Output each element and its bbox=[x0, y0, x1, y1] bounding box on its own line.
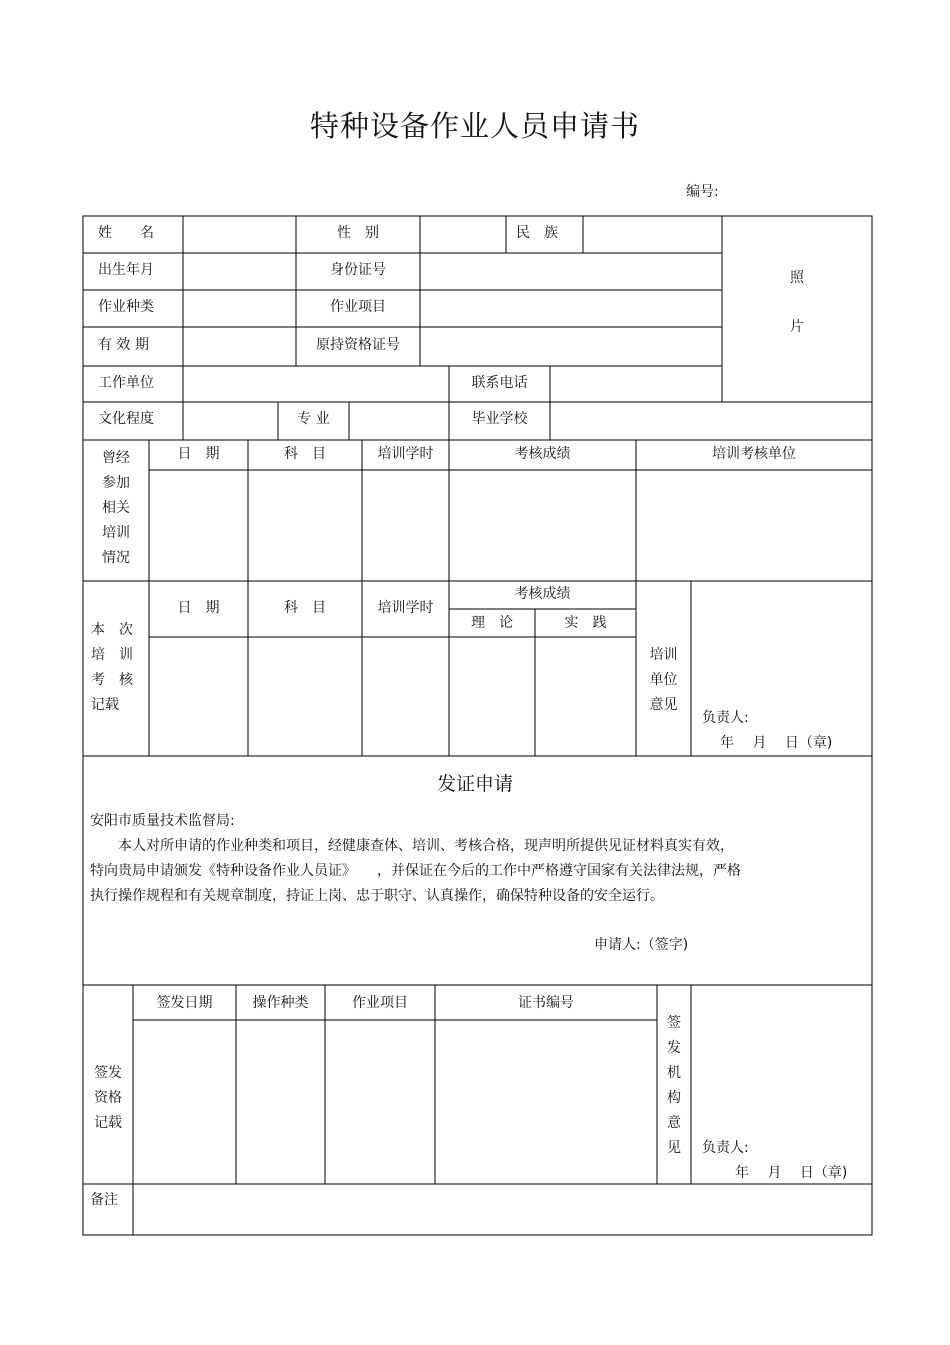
declaration-line-3: 执行操作规程和有关规章制度，持证上岗、忠于职守、认真操作，确保特种设备的安全运行。 bbox=[90, 888, 664, 904]
employer-label: 工作单位 bbox=[98, 375, 154, 391]
current-subject-header: 科 目 bbox=[284, 600, 326, 616]
education-label: 文化程度 bbox=[98, 411, 154, 427]
prior-date-header: 日 期 bbox=[177, 446, 220, 462]
remarks-label: 备注 bbox=[90, 1192, 118, 1208]
training-unit-opinion-label: 培训 单位 意见 bbox=[649, 647, 678, 713]
form-title: 特种设备作业人员申请书 bbox=[309, 109, 640, 143]
work-item-label: 作业项目 bbox=[330, 299, 386, 315]
photo-label-top: 照 bbox=[790, 270, 804, 286]
work-type-label: 作业种类 bbox=[98, 299, 154, 315]
phone-label: 联系电话 bbox=[471, 375, 528, 391]
prior-training-label: 曾经 参加 相关 培训 情况 bbox=[102, 450, 130, 566]
school-label: 毕业学校 bbox=[471, 411, 528, 427]
issuance-work-item-header: 作业项目 bbox=[352, 995, 408, 1011]
theory-header: 理 论 bbox=[471, 615, 513, 631]
agency-responsible-label: 负责人: bbox=[702, 1140, 749, 1156]
current-training-label: 本 次 培 训 考 核 记载 bbox=[91, 622, 133, 713]
prior-unit-header: 培训考核单位 bbox=[712, 446, 796, 462]
validity-label: 有 效 期 bbox=[98, 337, 149, 353]
cert-number-header: 证书编号 bbox=[518, 995, 574, 1011]
gender-label: 性 别 bbox=[337, 225, 379, 241]
addressee: 安阳市质量技术监督局: bbox=[90, 813, 235, 829]
ethnicity-label: 民 族 bbox=[516, 225, 558, 241]
operation-type-header: 操作种类 bbox=[252, 995, 309, 1011]
photo-label-bottom: 片 bbox=[790, 319, 804, 335]
birth-label: 出生年月 bbox=[98, 262, 154, 278]
issuance-record-label: 签发 资格 记载 bbox=[94, 1065, 122, 1131]
applicant-signature: 申请人:（签字) bbox=[594, 937, 689, 953]
agency-date-seal: 年 月 日（章) bbox=[735, 1165, 848, 1181]
current-result-header: 考核成绩 bbox=[514, 586, 571, 602]
training-responsible-label: 负责人: bbox=[702, 710, 749, 726]
original-cert-label: 原持资格证号 bbox=[316, 337, 400, 353]
prior-hours-header: 培训学时 bbox=[377, 446, 434, 462]
major-label: 专 业 bbox=[297, 411, 330, 427]
practice-header: 实 践 bbox=[564, 615, 607, 631]
current-hours-header: 培训学时 bbox=[377, 600, 434, 616]
declaration-line-1: 本人对所申请的作业种类和项目，经健康查体、培训、考核合格，现声明所提供见证材料真实有效， bbox=[118, 838, 734, 854]
serial-number-label: 编号: bbox=[686, 184, 719, 200]
issuing-agency-opinion-label: 签 发 机 构 意 见 bbox=[667, 1015, 681, 1156]
issue-date-header: 签发日期 bbox=[156, 995, 213, 1011]
prior-subject-header: 科 目 bbox=[284, 446, 326, 462]
name-label: 姓 名 bbox=[98, 225, 154, 241]
id-number-label: 身份证号 bbox=[330, 262, 386, 278]
training-date-seal: 年 月 日（章) bbox=[720, 735, 833, 751]
application-heading: 发证申请 bbox=[436, 773, 513, 795]
prior-result-header: 考核成绩 bbox=[514, 446, 571, 462]
declaration-line-2: 特向贵局申请颁发《特种设备作业人员证》 ，并保证在今后的工作中严格遵守国家有关法律法规，严格 bbox=[90, 863, 741, 879]
current-date-header: 日 期 bbox=[177, 600, 220, 616]
